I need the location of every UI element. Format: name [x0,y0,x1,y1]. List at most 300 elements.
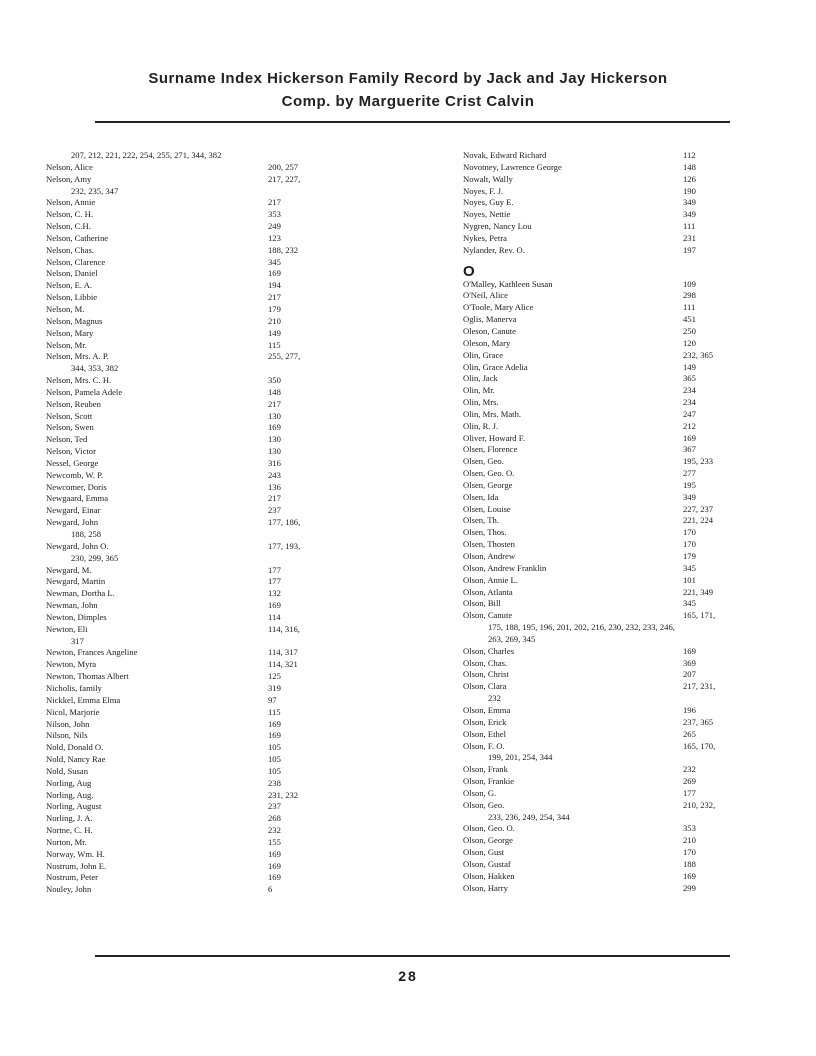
entry-pages: 231, 232 [268,789,299,800]
index-entry [46,671,346,683]
entry-name: Newton, Thomas Albert [46,671,129,682]
entry-name: Nelson, Mrs. A. P. [46,351,109,362]
entry-pages: 169 [268,718,281,729]
index-entry [463,314,731,326]
entry-name: Nelson, M. [46,303,85,314]
entry-name: Nygren, Nancy Lou [463,221,532,232]
index-entry [463,788,731,800]
entry-name: Newman, John [46,600,98,611]
entry-name: Noyes, Guy E. [463,197,514,208]
index-entry [463,150,731,162]
entry-name: Olson, Annie L. [463,574,518,585]
entry-name: Olson, Gust [463,847,505,858]
index-entry [463,515,731,527]
index-entry [46,458,346,470]
index-entry [463,539,731,551]
entry-pages: 105 [268,742,281,753]
index-entry [463,362,731,374]
index-entry [46,328,346,340]
entry-name: Olson, Canute [463,610,513,621]
index-entry [463,326,731,338]
entry-pages: 169 [683,870,696,881]
entry-name: Noyes, Nettie [463,209,511,220]
index-entry [46,825,346,837]
index-entry [46,790,346,802]
entry-pages: 217 [268,398,281,409]
entry-name: Nold, Donald O. [46,742,104,753]
entry-name: Newgard, Einar [46,505,101,516]
index-entry [46,742,346,754]
entry-pages: 451 [683,314,696,325]
index-entry [46,813,346,825]
index-entry [463,587,731,599]
index-entry [463,492,731,504]
entry-pages: 169 [683,645,696,656]
entry-name: Olson, Andrew [463,551,516,561]
entry-name: Nelson, Reuben [46,398,101,409]
entry-pages: 353 [268,209,281,220]
entry-name: Nostrum, Peter [46,872,99,883]
entry-name: Olsen, Th. [463,515,499,526]
index-entry-continuation [46,636,346,648]
entry-name: Olin, Mrs. Math. [463,408,522,419]
index-entry [46,422,346,434]
entry-name: Olson, Atlanta [463,586,513,597]
index-entry [463,871,731,883]
index-entry [463,575,731,587]
entry-name: O'Toole, Mary Alice [463,302,534,313]
index-entry [463,480,731,492]
entry-pages: 207 [683,669,696,680]
index-entry [463,233,731,245]
entry-name: Olsen, Ida [463,491,499,502]
index-entry [46,493,346,505]
entry-pages: 149 [268,327,281,338]
entry-pages: 169 [268,730,281,741]
index-entry [46,280,346,292]
entry-pages: 101 [683,574,696,585]
index-entry [463,504,731,516]
entry-pages: 179 [268,303,281,314]
entry-pages: 369 [683,657,696,668]
entry-name: Nelson, Mary [46,327,94,338]
entry-pages: 319 [268,682,281,693]
entry-name: Nessel, George [46,457,99,468]
entry-pages: 238 [268,777,281,788]
entry-pages: 265 [683,728,696,739]
entry-pages: 232, 365 [683,349,714,360]
entry-pages: 353 [683,823,696,834]
index-entry [463,717,731,729]
index-entry [463,421,731,433]
index-entry [463,197,731,209]
entry-pages: 195 [683,479,696,490]
page-number: 28 [398,968,418,984]
entry-pages: 196 [683,704,696,715]
entry-pages: 112 [683,150,696,160]
index-entry [46,647,346,659]
index-entry [46,517,346,529]
index-entry [46,221,346,233]
index-entry [46,884,346,896]
entry-name: Olson, Frank [463,764,508,775]
index-entry [46,754,346,766]
entry-name: Nelson, Mrs. C. H. [46,375,112,386]
entry-pages: 170 [683,539,696,550]
index-entry [46,292,346,304]
index-entry [463,162,731,174]
entry-pages-continued: 263, 269, 345 [488,633,536,644]
index-entry [463,468,731,480]
index-entry [463,397,731,409]
entry-name: Nickkel, Emma Elma [46,694,121,705]
entry-pages: 114, 317 [268,647,298,658]
entry-pages: 105 [268,754,281,765]
index-entry [463,444,731,456]
index-entry [463,658,731,670]
index-entry [46,446,346,458]
index-entry [46,174,346,186]
entry-pages: 350 [268,375,281,386]
index-entry [46,565,346,577]
entry-pages: 210 [268,315,281,326]
entry-pages: 132 [268,588,281,599]
entry-name: Oglis, Manerva [463,314,517,325]
entry-pages: 247 [683,408,696,419]
index-entry [463,705,731,717]
compiler-line: Comp. by Marguerite Crist Calvin [281,93,535,110]
entry-name: Olsen, Thos. [463,527,507,538]
index-entry [463,456,731,468]
entry-name: Nelson, E. A. [46,280,93,291]
entry-pages: 232 [268,825,281,836]
entry-pages: 169 [268,860,281,871]
entry-pages: 269 [683,776,696,787]
index-entry [46,470,346,482]
index-entry [463,681,731,693]
index-entry-continuation [46,553,346,565]
index-entry [463,409,731,421]
entry-pages: 188, 232 [268,244,299,255]
entry-pages: 111 [683,221,696,232]
entry-pages: 221, 224 [683,515,714,526]
entry-name: Norling, August [46,801,102,812]
entry-name: Olson, Chas. [463,657,508,668]
index-entry [463,598,731,610]
entry-pages: 349 [683,491,696,502]
entry-pages: 177, 186, [268,517,301,528]
entry-name: Oleson, Canute [463,325,516,336]
entry-name: Olson, George [463,835,513,846]
index-entry [463,290,731,302]
entry-pages: 200, 257 [268,161,299,172]
entry-name: Newton, Eli [46,623,88,634]
index-entry [463,800,731,812]
index-entry [463,385,731,397]
index-title: Surname Index Hickerson Family Record by Jack and Jay Hickerson [148,70,668,87]
entry-pages: 114 [268,611,281,622]
index-entry [46,861,346,873]
index-entry [463,433,731,445]
index-entry-continuation [463,622,731,634]
index-entry [463,245,731,257]
entry-pages: 155 [268,836,281,847]
entry-name: Olsen, Louise [463,503,511,514]
index-entry [46,387,346,399]
index-entry [46,375,346,387]
entry-pages: 190 [683,185,696,196]
entry-pages: 148 [683,161,696,172]
index-entry [46,399,346,411]
entry-pages-continued: 175, 188, 195, 196, 201, 202, 216, 230, 232, 233, 246, [488,622,675,633]
entry-pages: 237 [268,801,281,812]
index-entry [46,233,346,245]
index-entry [46,695,346,707]
entry-pages: 345 [683,598,696,609]
entry-pages: 316 [268,457,281,468]
entry-name: Nelson, Magnus [46,315,103,326]
entry-name: Nold, Susan [46,765,89,776]
entry-pages-continued: 232 [488,693,501,704]
entry-pages: 169 [268,422,281,433]
index-entry-continuation [463,752,731,764]
entry-name: Norling, J. A. [46,813,93,824]
entry-pages: 109 [683,278,696,289]
entry-pages: 231 [683,232,696,243]
entry-pages: 221, 349 [683,586,714,597]
index-entry [463,729,731,741]
entry-pages-continued: 199, 201, 254, 344 [488,752,553,763]
entry-name: Nykes, Petra [463,232,507,243]
index-entry [463,551,731,563]
index-entry [46,849,346,861]
entry-name: Olson, Emma [463,704,511,715]
index-entry [46,434,346,446]
index-entry [46,505,346,517]
entry-pages: 210 [683,835,696,846]
entry-name: O'Malley, Kathleen Susan [463,278,553,289]
index-entry [463,279,731,291]
entry-name: Newgard, John O. [46,540,109,551]
entry-name: Olsen, George [463,479,513,490]
entry-name: Olson, Erick [463,716,507,727]
entry-pages: 210, 232, [683,799,716,810]
entry-pages: 123 [268,232,281,243]
index-entry [46,588,346,600]
index-entry [46,730,346,742]
index-entry [46,162,346,174]
entry-pages: 195, 233 [683,456,714,467]
entry-name: Newgard, Martin [46,576,106,587]
header-rule [95,121,730,123]
entry-name: Noyes, F. J. [463,185,504,196]
entry-name: Olsen, Geo. [463,456,504,467]
entry-pages: 217, 231, [683,681,716,692]
entry-pages-continued: 230, 299, 365 [71,552,119,563]
entry-pages: 120 [683,337,696,348]
entry-pages: 169 [268,600,281,611]
index-entry [463,835,731,847]
index-entry [463,741,731,753]
entry-pages-continued: 344, 353, 382 [71,363,119,374]
entry-name: Norway, Wm. H. [46,848,105,859]
entry-name: Nelson, C. H. [46,209,94,220]
index-entry [463,373,731,385]
entry-pages: 234 [683,385,696,396]
entry-pages: 136 [268,481,281,492]
entry-name: Norling, Aug [46,777,92,788]
index-entry [46,683,346,695]
entry-name: Olson, Bill [463,598,501,609]
index-column-right [463,150,731,894]
entry-pages: 6 [268,884,273,895]
entry-pages-continued: 232, 235, 347 [71,185,119,196]
entry-pages: 217 [268,292,281,303]
entry-name: O'Neil, Alice [463,290,508,301]
index-entry [463,563,731,575]
entry-pages-continued: 317 [71,635,84,646]
index-entry [46,316,346,328]
entry-name: Nilson, Nils [46,730,88,741]
index-entry [46,257,346,269]
index-entry [46,707,346,719]
entry-pages: 217 [268,197,281,208]
entry-pages: 212 [683,420,696,431]
entry-name: Newcomb, W. P. [46,469,104,480]
entry-name: Nostrum, John E. [46,860,107,871]
entry-name: Nelson, Daniel [46,268,98,279]
index-entry [46,304,346,316]
entry-pages: 234 [683,397,696,408]
entry-name: Nelson, Swen [46,422,94,433]
entry-name: Nelson, Catherine [46,232,109,243]
index-entry [46,778,346,790]
entry-pages: 349 [683,197,696,208]
index-entry [46,837,346,849]
entry-name: Novotney, Lawrence George [463,161,562,172]
entry-name: Nelson, Chas. [46,244,94,255]
index-entry [46,766,346,778]
entry-pages: 177 [683,787,696,798]
index-entry-continuation [463,693,731,705]
entry-name: Olson, Harry [463,882,508,893]
entry-pages: 194 [268,280,281,291]
index-entry [46,541,346,553]
entry-name: Nelson, Alice [46,161,93,172]
index-entry [463,823,731,835]
entry-pages: 237 [268,505,281,516]
entry-name: Nilson, John [46,718,90,729]
entry-pages: 217, 227, [268,173,301,184]
entry-name: Nelson, Scott [46,410,93,421]
entry-pages: 250 [683,325,696,336]
entry-pages: 237, 365 [683,716,714,727]
index-entry [46,209,346,221]
entry-name: Nelson, Libbie [46,292,98,303]
entry-name: Newgaard, Emma [46,493,109,504]
entry-pages-continued: 188, 258 [71,529,102,539]
index-entry [463,610,731,622]
entry-name: Olin, Jack [463,373,498,384]
index-entry [46,268,346,280]
entry-name: Nelson, Ted [46,434,88,445]
entry-pages: 217 [268,493,281,504]
entry-pages: 365 [683,373,696,384]
entry-pages: 165, 170, [683,740,716,751]
index-entry [463,776,731,788]
entry-pages: 255, 277, [268,351,301,362]
entry-pages: 177, 193, [268,540,301,551]
entry-name: Newcomer, Doris [46,481,107,492]
entry-name: Newgard, John [46,517,99,528]
index-entry [463,847,731,859]
entry-pages: 345 [268,256,281,267]
entry-name: Norton, Mr. [46,836,87,847]
entry-name: Nold, Nancy Rae [46,754,106,765]
entry-name: Nylander, Rev. O. [463,244,525,255]
index-entry-continuation [463,634,731,646]
entry-name: Olin, Mrs. [463,397,499,408]
entry-name: Olsen, Thosten [463,539,515,550]
index-entry-continuation [46,186,346,198]
index-entry [46,351,346,363]
entry-pages: 179 [683,551,696,561]
entry-pages: 268 [268,813,281,824]
entry-name: Olson, Hakken [463,870,515,881]
entry-pages: 249 [268,221,281,232]
entry-name: Oliver, Howard F. [463,432,525,443]
index-entry [46,801,346,813]
index-entry [46,719,346,731]
index-entry [46,576,346,588]
entry-pages: 277 [683,468,696,479]
entry-name: Nicol, Marjorie [46,706,100,717]
entry-pages: 367 [683,444,696,455]
entry-pages: 130 [268,434,281,445]
index-entry [46,245,346,257]
entry-name: Nelson, Annie [46,197,96,208]
entry-pages: 169 [268,872,281,883]
entry-name: Nelson, Amy [46,173,92,184]
entry-name: Newton, Dimples [46,611,107,622]
entry-name: Nelson, Pamela Adele [46,386,123,397]
index-entry-continuation [46,363,346,375]
entry-pages: 114, 316, [268,623,300,634]
entry-name: Olson, Geo. [463,799,505,810]
index-entry [46,340,346,352]
entry-pages: 188 [683,858,696,869]
entry-name: Olson, G. [463,787,497,798]
entry-pages: 126 [683,173,696,184]
entry-pages: 165, 171, [683,610,716,621]
entry-pages: 125 [268,671,281,682]
entry-name: Olin, R. J. [463,420,499,431]
section-letter: O [463,262,475,280]
index-entry [463,174,731,186]
entry-pages: 227, 237 [683,503,714,514]
entry-name: Olin, Mr. [463,385,495,396]
entry-name: Olsen, Geo. O. [463,468,515,479]
entry-name: Nelson, Mr. [46,339,87,350]
entry-pages: 349 [683,209,696,220]
index-entry [463,350,731,362]
index-entry [46,659,346,671]
index-entry-continuation [463,812,731,824]
entry-pages: 170 [683,847,696,858]
index-entry [46,482,346,494]
entry-name: Olin, Grace [463,349,504,360]
index-entry [463,221,731,233]
